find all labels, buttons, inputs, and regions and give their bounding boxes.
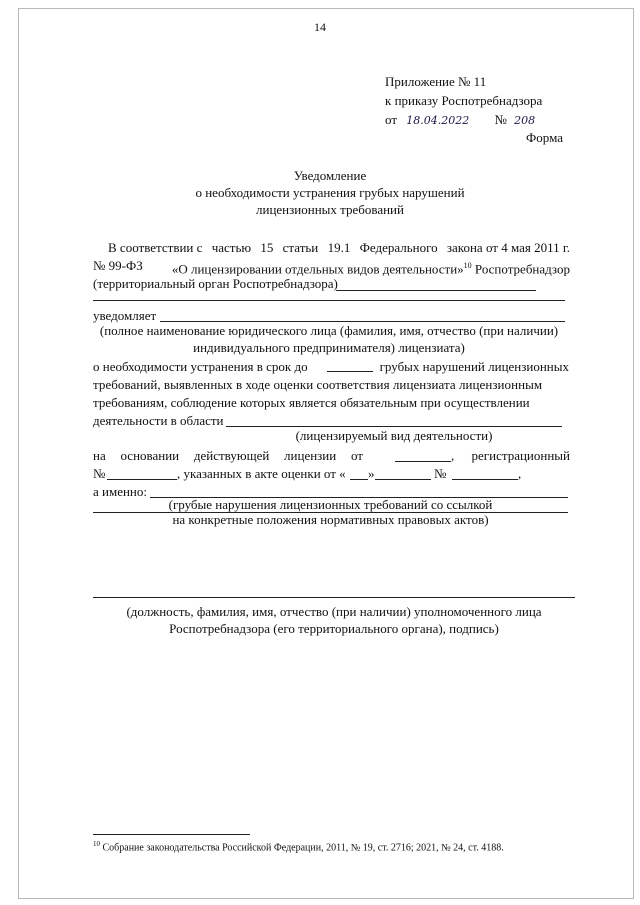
- caption-activity: (лицензируемый вид деятельности): [295, 428, 493, 443]
- caption-signature-l2: Роспотребнадзора (его территориального органа), подпись): [169, 621, 499, 636]
- blank-act-day: [350, 479, 368, 480]
- agency-name: Роспотребнадзор: [471, 261, 570, 277]
- caption-licensee-l2: индивидуального предпринимателя) лицензиата): [193, 340, 465, 355]
- p2-line3: требованиям, соблюдение которых является обязательным при осуществлении: [93, 395, 530, 410]
- p3-line1: [93, 448, 363, 464]
- p3-word: основании: [120, 448, 180, 463]
- p3-word: действующей: [193, 448, 270, 463]
- appendix-number-sign: №: [494, 112, 507, 127]
- p1-line3: (территориальный орган Роспотребнадзора): [93, 276, 338, 291]
- caption-violations-l1: (грубые нарушения лицензионных требований со ссылкой: [168, 497, 493, 512]
- law-name: «О лицензировании отдельных видов деятельности»: [171, 261, 464, 277]
- p3-word: от: [350, 448, 363, 463]
- signature-line: [93, 597, 575, 598]
- blank-activity: [226, 426, 562, 427]
- appendix-line2: к приказу Роспотребнадзора: [385, 93, 543, 108]
- namely-label: а именно:: [93, 484, 147, 499]
- p3-reg: регистрационный: [471, 448, 570, 463]
- p2-line1-b: грубых нарушений лицензионных: [379, 359, 569, 374]
- p2-line1-a: о необходимости устранения в срок до: [93, 359, 308, 374]
- p1-line1: [108, 240, 570, 256]
- p3-quote-close: »: [368, 466, 375, 481]
- p3-act-text: , указанных в акте оценки от «: [177, 466, 346, 481]
- p1-word: Федерального: [359, 240, 438, 255]
- p3-word: лицензии: [284, 448, 337, 463]
- footnote-mark: 10: [93, 840, 100, 848]
- footnote-separator: [93, 834, 250, 835]
- appendix-line1: Приложение № 11: [385, 74, 487, 89]
- law-number: № 99-ФЗ: [93, 258, 143, 273]
- p2-line4: деятельности в области: [93, 413, 224, 428]
- title-line1: Уведомление: [293, 168, 367, 183]
- p1-word: частью: [211, 240, 252, 255]
- p1-word: 19.1: [327, 240, 351, 255]
- blank-act-number: [452, 479, 518, 480]
- blank-deadline: [327, 371, 373, 372]
- footnote-ref: 10: [463, 261, 472, 270]
- p1-line2: [93, 258, 570, 277]
- footnote-text: Собрание законодательства Российской Федерации, 2011, № 19, ст. 2716; 2021, № 24, ст. 4188.: [100, 842, 504, 854]
- p3-act-num-sign: №: [434, 466, 447, 481]
- law-title: [172, 258, 570, 277]
- blank-territorial-organ: [336, 290, 536, 291]
- p2-line2: требований, выявленных в ходе оценки соответствия лицензиата лицензионным: [93, 377, 543, 392]
- footnote: [93, 840, 504, 853]
- caption-violations-l2: на конкретные положения нормативных правовых актов): [172, 512, 489, 527]
- p1-word: 15: [260, 240, 274, 255]
- page-number: 14: [314, 20, 326, 34]
- title-line2: о необходимости устранения грубых нарушений: [195, 185, 465, 200]
- blank-license-date: [395, 461, 451, 462]
- p1-word: закона от 4 мая 2011 г.: [446, 240, 570, 255]
- p3-num-sign: №: [93, 466, 106, 481]
- appendix-from: от: [385, 112, 398, 127]
- blank-line-1: [93, 300, 565, 301]
- p1-word: статьи: [282, 240, 319, 255]
- caption-signature-l1: (должность, фамилия, имя, отчество (при наличии) уполномоченного лица: [126, 604, 542, 619]
- blank-act-month: [375, 479, 431, 480]
- handwritten-number: 208: [514, 114, 536, 127]
- title-line3: лицензионных требований: [256, 202, 404, 217]
- form-label: Форма: [526, 130, 563, 145]
- p3-word: на: [93, 448, 106, 463]
- blank-licensee-name: [160, 321, 565, 322]
- comma: ,: [518, 466, 522, 481]
- caption-licensee-l1: (полное наименование юридического лица (фамилия, имя, отчество (при наличии): [99, 323, 559, 338]
- blank-reg-number: [107, 479, 177, 480]
- handwritten-date: 18.04.2022: [406, 114, 470, 127]
- appendix-line3: [385, 112, 535, 129]
- comma: ,: [451, 448, 455, 463]
- p1-word: В соответствии с: [108, 240, 203, 255]
- notifies-label: уведомляет: [93, 308, 157, 323]
